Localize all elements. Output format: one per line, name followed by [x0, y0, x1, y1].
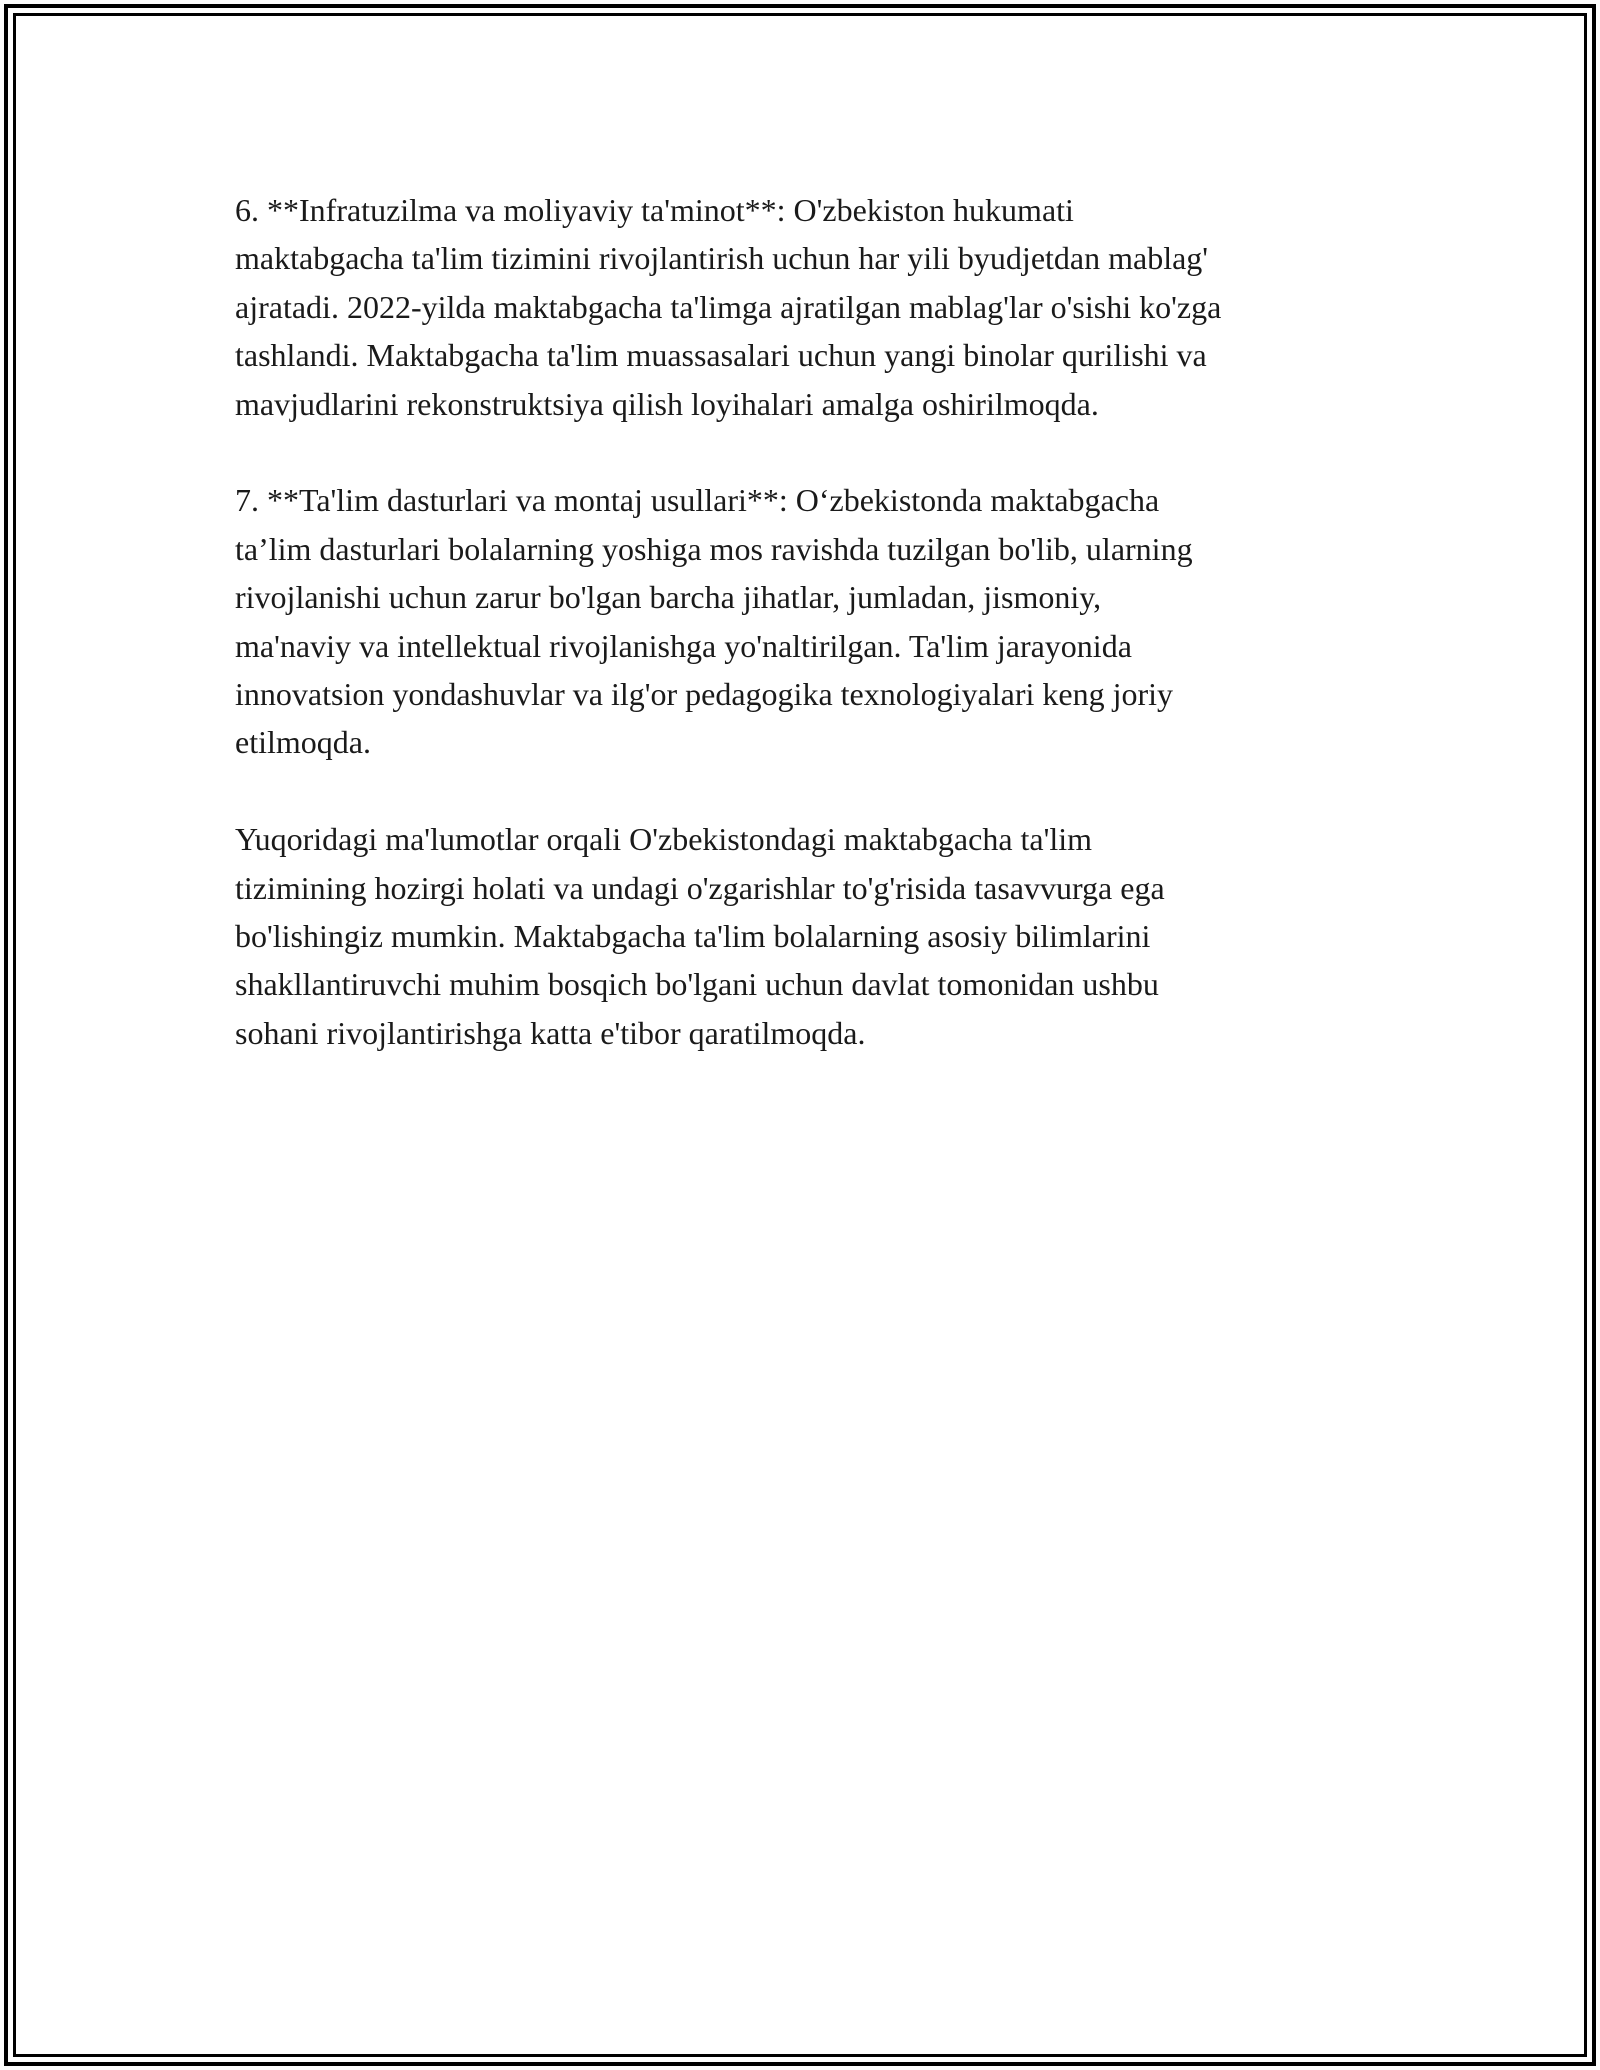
- document-body: [235, 186, 1385, 1106]
- paragraph-conclusion: Yuqoridagi ma'lumotlar orqali O'zbekistondagi maktabgacha ta'lim tizimining hozirgi holati va undagi o'zgarishlar to'g'risida tasavvurga ega bo'lishingiz mumkin. Maktabgacha ta'lim bolalarning asosiy bilimlarini shakllantiruvchi muhim bosqich bo'lgani uchun davlat tomonidan ushbu sohani rivojlantirishga katta e'tibor qaratilmoqda.: [235, 821, 1165, 1051]
- paragraph-education-programs: 7. **Ta'lim dasturlari va montaj usullari**: O‘zbekistonda maktabgacha ta’lim dasturlari bolalarning yoshiga mos ravishda tuzilgan bo'lib, ularning rivojlanishi uchun zarur bo'lgan barcha jihatlar, jumladan, jismoniy, ma'naviy va intellektual rivojlanishga yo'naltirilgan. Ta'lim jarayonida innovatsion yondashuvlar va ilg'or pedagogika texnologiyalari keng joriy etilmoqda.: [235, 482, 1193, 761]
- paragraph-infrastructure-funding: 6. **Infratuzilma va moliyaviy ta'minot**: O'zbekiston hukumati maktabgacha ta'lim tizimini rivojlantirish uchun har yili byudjetdan mablag' ajratadi. 2022-yilda maktabgacha ta'limga ajratilgan mablag'lar o'sishi ko'zga tashlandi. Maktabgacha ta'lim muassasalari uchun yangi binolar qurilishi va mavjudlarini rekonstruktsiya qilish loyihalari amalga oshirilmoqda.: [235, 192, 1222, 422]
